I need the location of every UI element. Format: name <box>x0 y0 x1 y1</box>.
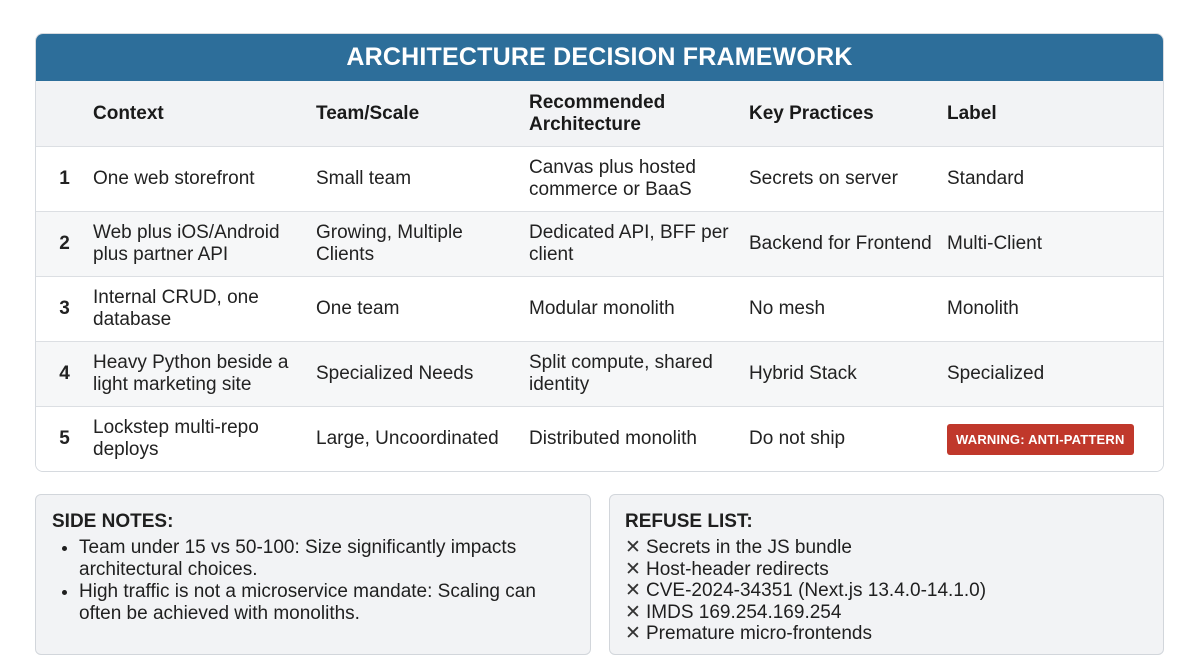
row-architecture: Dedicated API, BFF per client <box>529 212 749 277</box>
row-number: 2 <box>36 212 93 277</box>
side-notes-title: SIDE NOTES: <box>52 511 174 532</box>
row-team-scale: Specialized Needs <box>316 342 529 407</box>
x-icon: ✕ <box>625 580 641 601</box>
x-icon: ✕ <box>625 558 641 580</box>
table-header-row <box>36 81 1163 147</box>
row-team-scale: Growing, Multiple Clients <box>316 212 529 277</box>
side-notes-panel <box>35 494 591 655</box>
row-architecture: Modular monolith <box>529 277 749 342</box>
refuse-list-panel <box>609 494 1164 655</box>
row-key-practices: Do not ship <box>749 407 947 472</box>
row-architecture: Split compute, shared identity <box>529 342 749 407</box>
title-bar <box>36 34 1163 81</box>
row-label: Specialized <box>947 342 1163 407</box>
row-team-scale: Small team <box>316 147 529 212</box>
row-team-scale: Large, Uncoordinated <box>316 407 529 472</box>
x-icon: ✕ <box>625 537 641 558</box>
row-key-practices: Secrets on server <box>749 147 947 212</box>
row-label-cell <box>947 407 1163 472</box>
decision-table <box>36 81 1163 471</box>
side-notes-list <box>52 537 574 625</box>
table-row <box>36 147 1163 212</box>
table-row <box>36 277 1163 342</box>
refuse-item-text: Secrets in the JS bundle <box>646 537 852 558</box>
row-label: Monolith <box>947 277 1163 342</box>
header-team-scale: Team/Scale <box>316 81 529 147</box>
row-context: One web storefront <box>93 147 316 212</box>
header-label: Label <box>947 81 1163 147</box>
x-icon: ✕ <box>625 601 641 623</box>
architecture-framework-table-card <box>35 33 1164 472</box>
row-context: Internal CRUD, one database <box>93 277 316 342</box>
row-label: Multi-Client <box>947 212 1163 277</box>
anti-pattern-warning-badge: WARNING: ANTI-PATTERN <box>947 424 1134 455</box>
row-architecture: Canvas plus hosted commerce or BaaS <box>529 147 749 212</box>
framework-title: ARCHITECTURE DECISION FRAMEWORK <box>346 43 853 71</box>
refuse-item-text: Premature micro-frontends <box>646 623 872 644</box>
header-context: Context <box>93 81 316 147</box>
x-icon: ✕ <box>625 623 641 644</box>
row-number: 3 <box>36 277 93 342</box>
table-row <box>36 342 1163 407</box>
header-recommended-architecture: Recommended Architecture <box>529 81 749 147</box>
header-number <box>36 81 93 147</box>
refuse-list-title: REFUSE LIST: <box>625 511 753 532</box>
list-item <box>625 602 1147 624</box>
row-label: Standard <box>947 147 1163 212</box>
row-context: Web plus iOS/Android plus partner API <box>93 212 316 277</box>
row-number: 5 <box>36 407 93 472</box>
refuse-item-text: Host-header redirects <box>646 558 829 580</box>
row-context: Heavy Python beside a light marketing site <box>93 342 316 407</box>
table-row <box>36 407 1163 472</box>
row-number: 1 <box>36 147 93 212</box>
row-context: Lockstep multi-repo deploys <box>93 407 316 472</box>
refuse-item-text: CVE-2024-34351 (Next.js 13.4.0-14.1.0) <box>646 580 987 601</box>
table-row <box>36 212 1163 277</box>
row-key-practices: Hybrid Stack <box>749 342 947 407</box>
row-key-practices: Backend for Frontend <box>749 212 947 277</box>
list-item <box>625 580 1147 602</box>
row-number: 4 <box>36 342 93 407</box>
row-key-practices: No mesh <box>749 277 947 342</box>
row-team-scale: One team <box>316 277 529 342</box>
list-item: • High traffic is not a microservice mandate: Scaling can often be achieved with monoliths. <box>79 581 574 625</box>
list-item: • Team under 15 vs 50-100: Size significantly impacts architectural choices. <box>79 537 574 581</box>
header-key-practices: Key Practices <box>749 81 947 147</box>
row-architecture: Distributed monolith <box>529 407 749 472</box>
list-item <box>625 623 1147 645</box>
refuse-item-text: IMDS 169.254.169.254 <box>646 601 842 623</box>
list-item <box>625 537 1147 559</box>
list-item <box>625 559 1147 581</box>
